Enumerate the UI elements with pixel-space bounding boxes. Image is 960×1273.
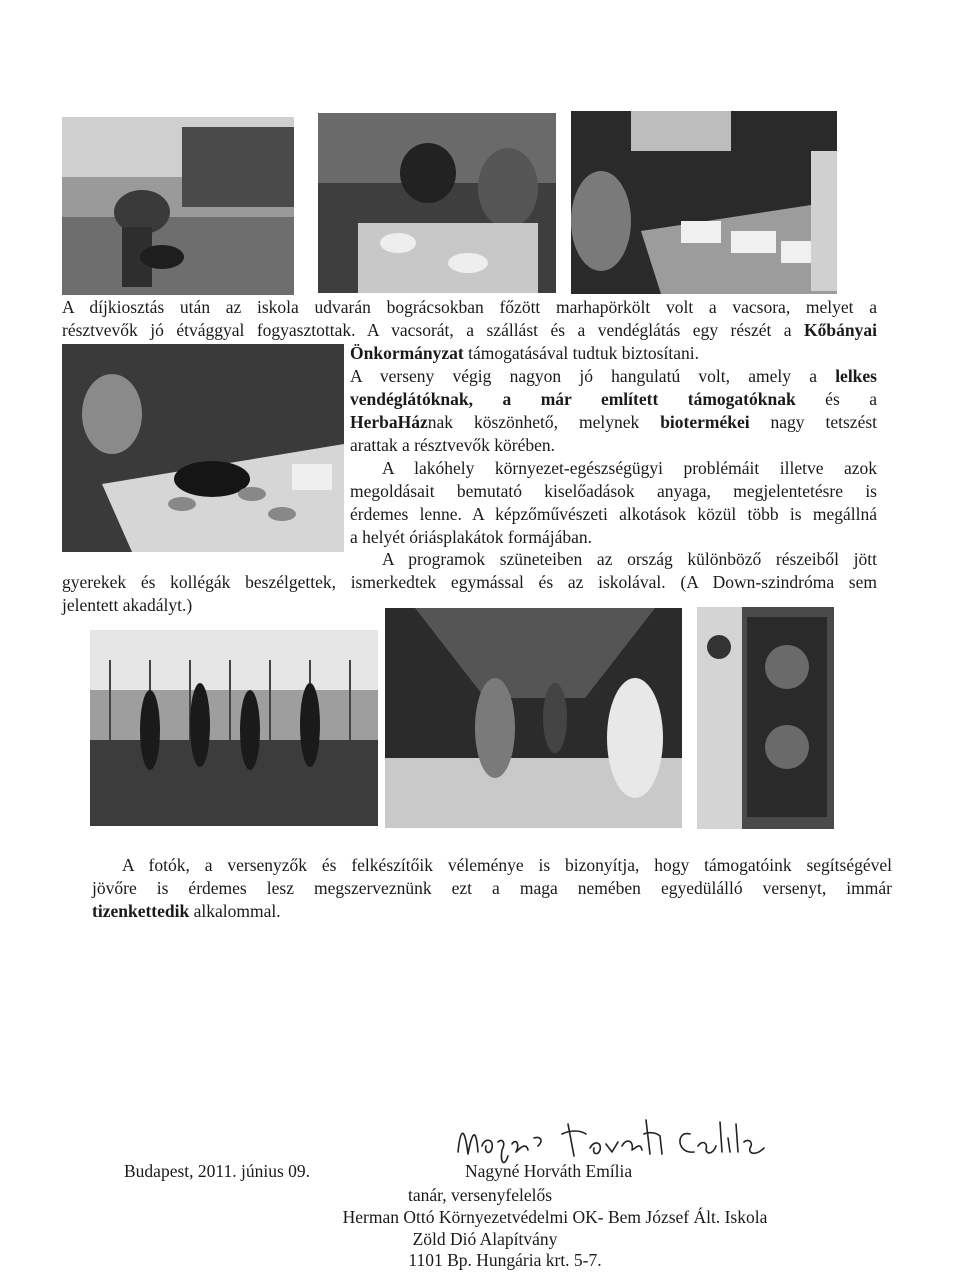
photo-corridor <box>385 608 682 828</box>
text: nagy tetszést <box>749 412 878 432</box>
text: résztvevők jó étvággyal fogyasztottak. A vacsorát, a szállást és a vendéglátás egy részét a <box>62 320 805 340</box>
paragraph-1-line-1: A díjkiosztás után az iskola udvarán bográcsokban főzött marhapörkölt volt a vacsora, melyet a <box>62 297 877 317</box>
paragraph-2-line-2 <box>350 388 877 411</box>
paragraph-4-line-1: A programok szüneteiben az ország különböző részeiből jött <box>382 549 877 569</box>
date: Budapest, 2011. június 09. <box>124 1161 311 1181</box>
text: nak köszönhető, melynek <box>427 412 661 432</box>
photo-dinner-table <box>318 113 556 293</box>
text: támogatásával tudtuk biztosítani. <box>463 343 699 363</box>
paragraph-2-line-3 <box>350 411 877 434</box>
address: 1101 Bp. Hungária krt. 5-7. <box>408 1250 602 1270</box>
paragraph-2-line-1 <box>350 365 877 388</box>
photo-hall-gathering <box>90 630 378 826</box>
photo-cooking-outdoor <box>62 117 294 295</box>
school-name: Herman Ottó Környezetvédelmi OK- Bem József Ált. Iskola <box>342 1207 768 1227</box>
paragraph-3-line-3: érdemes lenne. A képzőművészeti alkotások közül több is megállná <box>350 504 877 524</box>
bold-text: tizenkettedik <box>92 901 190 921</box>
bold-text: HerbaHáz <box>350 412 428 432</box>
bold-text: Önkormányzat <box>350 343 464 363</box>
text: A verseny végig nagyon jó hangulatú volt, amely a <box>350 366 836 386</box>
photo-biofood-table <box>62 344 344 552</box>
paragraph-5-line-2: jövőre is érdemes lesz megszerveznünk ezt a maga nemében egyedülálló versenyt, immár <box>92 878 892 898</box>
signer-name: Nagyné Horváth Emília <box>465 1161 633 1181</box>
paragraph-3-line-1: A lakóhely környezet-egészségügyi problémáit illetve azok <box>382 458 877 478</box>
bold-text: biotermékei <box>660 412 750 432</box>
bold-text: Kőbányai <box>804 320 877 340</box>
bold-text: vendéglátóknak, a már említett támogatóknak <box>350 389 796 409</box>
paragraph-4-line-3: jelentett akadályt.) <box>62 595 193 615</box>
paragraph-2-line-4: arattak a résztvevők körében. <box>350 435 556 455</box>
foundation-name: Zöld Dió Alapítvány <box>412 1229 558 1249</box>
paragraph-3-line-4: a helyét óriásplakátok formájában. <box>350 527 592 547</box>
photo-outdoor-meal <box>571 111 837 294</box>
text: alkalommal. <box>189 901 281 921</box>
paragraph-5-line-3 <box>92 900 892 923</box>
paragraph-1-line-3 <box>350 342 880 365</box>
paragraph-1-line-2 <box>62 319 877 342</box>
text: és a <box>795 389 877 409</box>
paragraph-3-line-2: megoldásait bemutató kiselőadások anyaga, megjelentetésre is <box>350 481 877 501</box>
signer-role: tanár, versenyfelelős <box>407 1185 553 1205</box>
photo-art-exhibition <box>697 607 834 829</box>
paragraph-5-line-1: A fotók, a versenyzők és felkészítőik véleménye is bizonyítja, hogy támogatóink segítségével <box>122 855 892 875</box>
paragraph-4-line-2: gyerekek és kollégák beszélgettek, ismerkedtek egymással és az iskolával. (A Down-szindróma sem <box>62 572 877 592</box>
bold-text: lelkes <box>835 366 877 386</box>
